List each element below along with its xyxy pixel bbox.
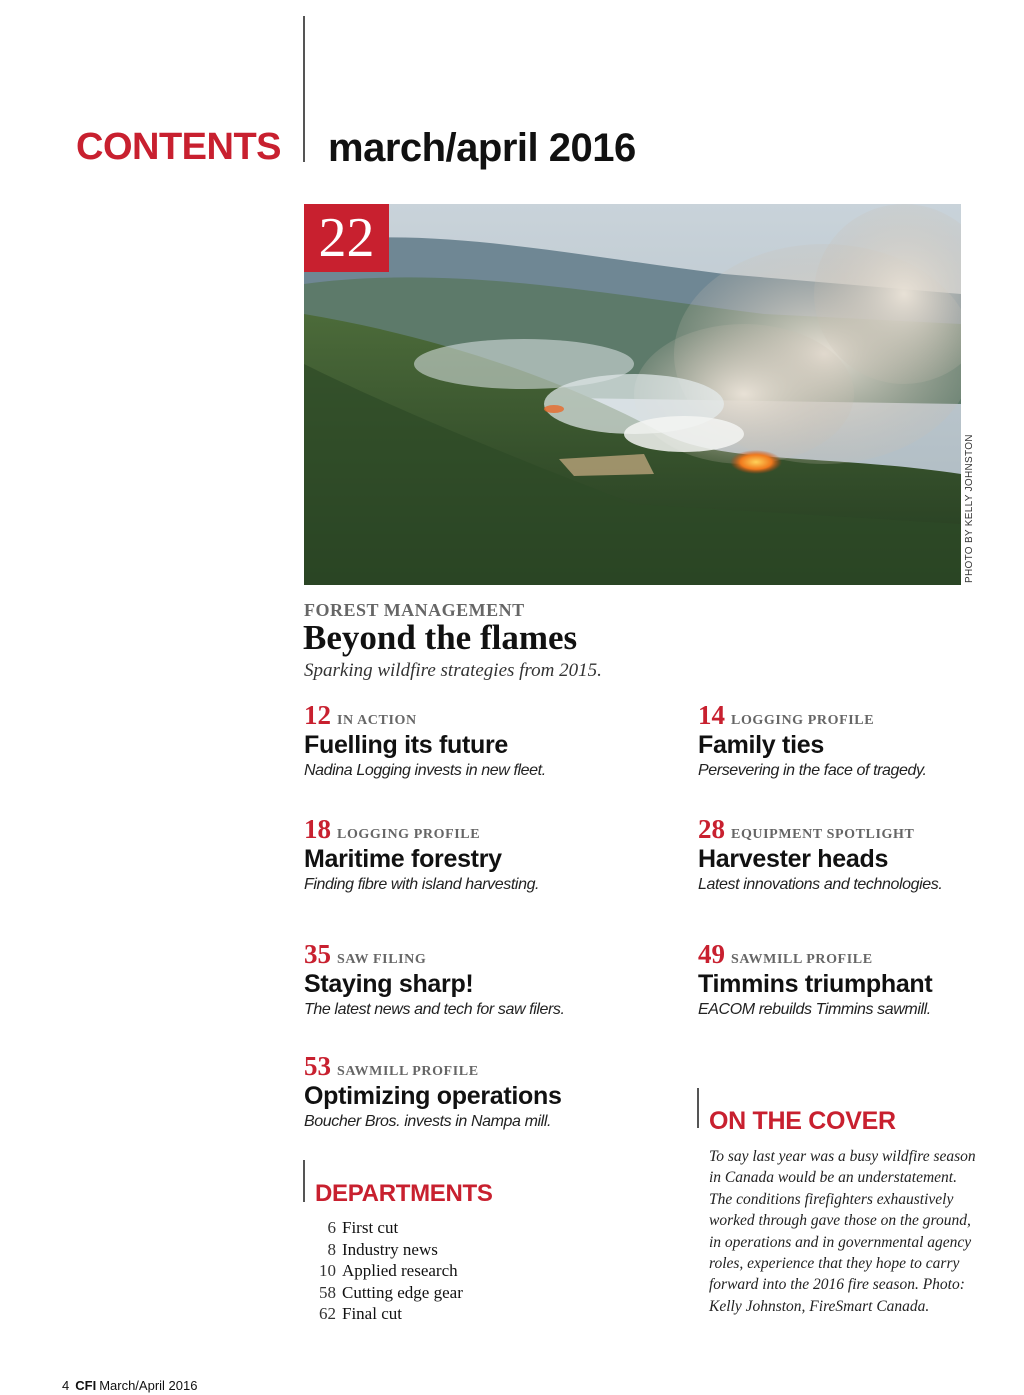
article-description: Persevering in the face of tragedy. (698, 762, 927, 779)
article-section-label: SAWMILL PROFILE (731, 952, 873, 967)
article-description: Finding fibre with island harvesting. (304, 876, 540, 893)
department-item[interactable] (308, 1282, 463, 1304)
article-item[interactable] (698, 700, 1018, 780)
article-section-label: SAWMILL PROFILE (337, 1064, 479, 1079)
photo-credit: PHOTO BY KELLY JOHNSTON (964, 434, 975, 583)
feature-subtitle: Sparking wildfire strategies from 2015. (304, 660, 602, 681)
department-page: 10 (319, 1261, 336, 1280)
department-item[interactable] (308, 1217, 463, 1239)
article-section-label: SAW FILING (337, 952, 427, 967)
article-page-number: 28 (698, 814, 725, 844)
article-title: Staying sharp! (304, 970, 474, 998)
issue-date-heading: march/april 2016 (328, 126, 636, 170)
article-page-number: 14 (698, 700, 725, 730)
article-item[interactable] (304, 700, 624, 780)
article-title: Family ties (698, 731, 824, 759)
article-description: EACOM rebuilds Timmins sawmill. (698, 1001, 931, 1018)
article-section-label: LOGGING PROFILE (337, 827, 481, 842)
department-item[interactable] (308, 1239, 463, 1261)
department-label: Applied research (342, 1261, 458, 1280)
department-page: 58 (319, 1282, 336, 1302)
cover-wildfire-photo (304, 204, 961, 585)
article-item[interactable] (698, 814, 1018, 894)
footer-publication: CFI (75, 1378, 97, 1393)
footer-page-number: 4 (62, 1378, 70, 1393)
article-item[interactable] (698, 939, 1018, 1019)
on-the-cover-text: To say last year was a busy wildfire season in Canada would be an understatement. The conditions firefighters exhaustively worked through gave those on the ground, in operations and in governmental agency roles, experience that they hope to carry forward into the 2016 fire season. Photo: Kelly Johnston, FireSmart Canada. (709, 1148, 976, 1315)
article-item[interactable] (304, 814, 624, 894)
article-description: The latest news and tech for saw filers. (304, 1001, 565, 1018)
department-label: First cut (342, 1218, 399, 1237)
article-title: Maritime forestry (304, 845, 502, 873)
article-description: Boucher Bros. invests in Nampa mill. (304, 1113, 552, 1130)
department-item[interactable] (308, 1260, 463, 1282)
article-item[interactable] (304, 939, 624, 1019)
departments-list (308, 1217, 463, 1325)
article-page-number: 53 (304, 1051, 331, 1081)
contents-heading: CONTENTS (76, 126, 281, 168)
article-page-number: 35 (304, 939, 331, 969)
department-page: 62 (319, 1304, 336, 1323)
article-section-label: EQUIPMENT SPOTLIGHT (731, 827, 915, 842)
article-item[interactable] (304, 1051, 624, 1131)
article-page-number: 18 (304, 814, 331, 844)
department-label: Industry news (342, 1239, 438, 1259)
article-section-label: IN ACTION (337, 713, 417, 728)
on-the-cover-heading: ON THE COVER (709, 1107, 896, 1135)
article-page-number: 12 (304, 700, 331, 730)
feature-title: Beyond the flames (303, 618, 578, 657)
departments-heading: DEPARTMENTS (315, 1180, 493, 1207)
department-label: Final cut (342, 1304, 402, 1323)
article-description: Nadina Logging invests in new fleet. (304, 762, 546, 779)
article-title: Harvester heads (698, 845, 889, 873)
department-label: Cutting edge gear (342, 1282, 463, 1302)
article-page-number: 49 (698, 939, 725, 969)
article-title: Timmins triumphant (698, 970, 933, 998)
departments-divider (303, 1160, 305, 1202)
department-page: 8 (327, 1239, 336, 1259)
feature-section-label: FOREST MANAGEMENT (304, 600, 525, 620)
department-item[interactable] (308, 1303, 463, 1325)
article-title: Optimizing operations (304, 1082, 562, 1110)
feature-page-number: 22 (304, 204, 389, 272)
department-page: 6 (327, 1218, 336, 1237)
article-title: Fuelling its future (304, 731, 509, 759)
page-footer (62, 1378, 197, 1393)
article-description: Latest innovations and technologies. (698, 876, 943, 893)
footer-issue: March/April 2016 (99, 1378, 198, 1393)
header-divider (303, 16, 305, 162)
article-section-label: LOGGING PROFILE (731, 713, 875, 728)
cover-divider (697, 1088, 699, 1128)
